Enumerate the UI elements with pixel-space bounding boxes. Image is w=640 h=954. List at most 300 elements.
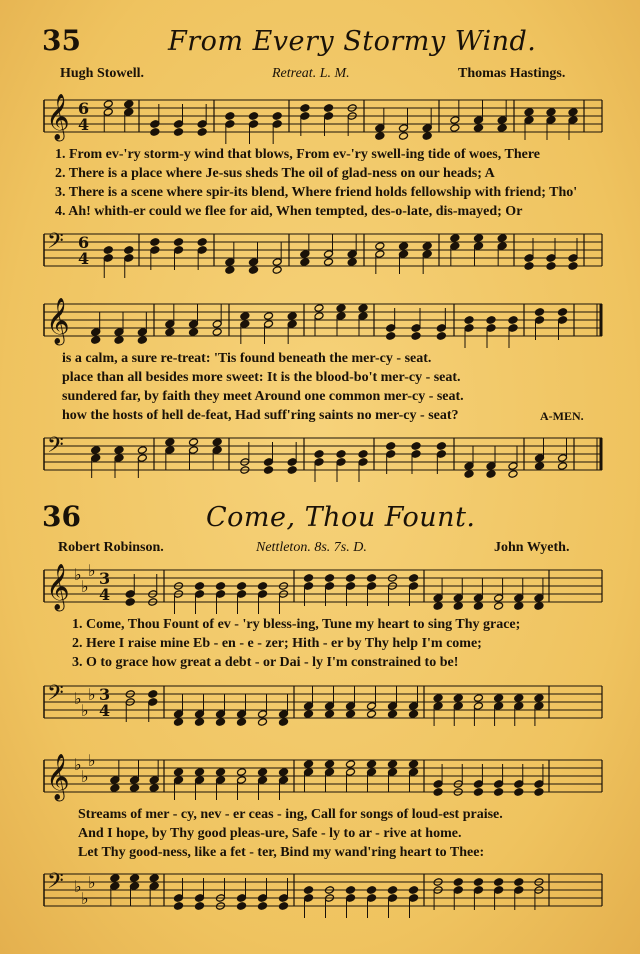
note-head (272, 120, 282, 129)
note-head (150, 246, 160, 255)
note-head (453, 878, 463, 887)
note-head (237, 894, 247, 903)
note-head (494, 878, 504, 887)
hymn-author: Hugh Stowell. (60, 66, 145, 81)
note-head (358, 450, 368, 459)
note-head (497, 116, 507, 125)
note-head (149, 874, 159, 883)
note-head (237, 776, 247, 785)
flat-icon: ♭ (88, 561, 96, 580)
note-head (347, 258, 357, 267)
note-head (264, 466, 274, 475)
note-head (367, 768, 377, 777)
note-head (240, 312, 250, 321)
note-head (422, 124, 432, 133)
note-head (474, 124, 484, 133)
note-head (494, 886, 504, 895)
note-head (110, 882, 120, 891)
note-head (91, 336, 101, 345)
note-head (524, 116, 534, 125)
note-head (486, 462, 496, 471)
note-head (367, 702, 377, 711)
note-head (125, 590, 135, 599)
note-head (264, 458, 274, 467)
note-head (497, 234, 507, 243)
note-head (346, 886, 356, 895)
note-head (409, 760, 419, 769)
note-head (409, 582, 419, 591)
note-head (409, 574, 419, 583)
note-head (411, 442, 421, 451)
note-head (346, 574, 356, 583)
flat-icon: ♭ (74, 877, 82, 896)
note-head (508, 316, 518, 325)
time-signature-bottom: 4 (99, 585, 111, 604)
note-head (324, 250, 334, 259)
treble-clef-icon: 𝄞 (46, 564, 70, 610)
flat-icon: ♭ (81, 577, 89, 596)
note-head (216, 582, 226, 591)
lyric-line: 2. There is a place where Je-sus sheds The oil of glad-ness on our heads; A (55, 166, 495, 181)
note-head (258, 582, 268, 591)
note-head (494, 788, 504, 797)
time-signature-bottom: 4 (78, 115, 90, 134)
note-head (453, 602, 463, 611)
note-head (399, 242, 409, 251)
note-head (125, 598, 135, 607)
note-head (174, 902, 184, 911)
hymn-number: 36 (42, 500, 81, 533)
note-head (300, 250, 310, 259)
note-head (225, 266, 235, 275)
note-head (197, 120, 207, 129)
note-head (433, 602, 443, 611)
note-head (148, 690, 158, 699)
note-head (314, 312, 324, 321)
note-head (494, 702, 504, 711)
note-head (474, 242, 484, 251)
note-head (304, 768, 314, 777)
note-head (433, 702, 443, 711)
note-head (546, 108, 556, 117)
note-head (494, 780, 504, 789)
note-head (422, 132, 432, 141)
note-head (464, 316, 474, 325)
note-head (411, 332, 421, 341)
note-head (508, 324, 518, 333)
note-head (524, 262, 534, 271)
note-head (264, 320, 274, 329)
note-head (450, 234, 460, 243)
note-head (124, 108, 134, 117)
note-head (287, 312, 297, 321)
note-head (114, 336, 124, 345)
flat-icon: ♭ (88, 751, 96, 770)
note-head (497, 242, 507, 251)
note-head (367, 760, 377, 769)
note-head (325, 768, 335, 777)
hymn-number: 35 (42, 24, 81, 57)
bass-clef-icon: 𝄢 (47, 681, 64, 711)
note-head (399, 124, 409, 133)
note-head (237, 902, 247, 911)
note-head (195, 776, 205, 785)
note-head (124, 246, 134, 255)
note-head (473, 602, 483, 611)
note-head (212, 438, 222, 447)
note-head (103, 246, 113, 255)
note-head (514, 780, 524, 789)
note-head (546, 262, 556, 271)
bass-staff (44, 433, 602, 476)
note-head (473, 788, 483, 797)
note-head (346, 710, 356, 719)
note-head (535, 308, 545, 317)
note-head (436, 442, 446, 451)
note-head (174, 776, 184, 785)
note-head (195, 894, 205, 903)
note-head (287, 458, 297, 467)
flat-icon: ♭ (74, 689, 82, 708)
note-head (473, 878, 483, 887)
note-head (474, 234, 484, 243)
flat-icon: ♭ (74, 755, 82, 774)
treble-clef-icon: 𝄞 (46, 94, 70, 140)
note-head (137, 328, 147, 337)
time-signature-bottom: 4 (78, 249, 90, 268)
note-head (304, 886, 314, 895)
note-head (300, 104, 310, 113)
lyric-line: Let Thy good-ness, like a fet - ter, Bind my wand'ring heart to Thee: (78, 845, 485, 860)
note-head (464, 324, 474, 333)
treble-staff (44, 94, 602, 140)
note-head (300, 112, 310, 121)
note-head (124, 254, 134, 263)
note-head (174, 246, 184, 255)
note-head (534, 602, 544, 611)
note-head (367, 886, 377, 895)
note-head (304, 710, 314, 719)
note-head (367, 582, 377, 591)
note-head (346, 894, 356, 903)
note-head (558, 462, 568, 471)
bass-staff (44, 869, 602, 912)
note-head (453, 594, 463, 603)
note-head (216, 710, 226, 719)
note-head (264, 312, 274, 321)
note-head (386, 324, 396, 333)
hymn-title: Come, Thou Fount. (206, 502, 476, 533)
note-head (189, 446, 199, 455)
time-signature-top: 3 (99, 569, 111, 588)
note-head (409, 886, 419, 895)
note-head (433, 694, 443, 703)
note-head (130, 882, 140, 891)
note-head (150, 128, 160, 137)
note-head (258, 902, 268, 911)
lyric-line: 2. Here I raise mine Eb - en - e - zer; Hith - er by Thy help I'm come; (72, 636, 482, 651)
note-head (279, 902, 289, 911)
note-head (399, 250, 409, 259)
lyric-line: place than all besides more sweet: It is the blood-bo't mer-cy - seat. (62, 370, 461, 385)
note-head (148, 698, 158, 707)
note-head (464, 470, 474, 479)
note-head (375, 250, 385, 259)
note-head (197, 128, 207, 137)
flat-icon: ♭ (88, 873, 96, 892)
lyric-line: Streams of mer - cy, nev - er ceas - ing, Call for songs of loud-est praise. (78, 807, 503, 822)
note-head (514, 788, 524, 797)
hymn-author: Robert Robinson. (58, 540, 164, 555)
note-head (409, 710, 419, 719)
note-head (237, 768, 247, 777)
note-head (325, 582, 335, 591)
note-head (534, 780, 544, 789)
note-head (216, 718, 226, 727)
hymn-title: From Every Stormy Wind. (168, 26, 537, 57)
note-head (433, 594, 443, 603)
note-head (358, 312, 368, 321)
note-head (534, 694, 544, 703)
note-head (114, 446, 124, 455)
note-head (436, 324, 446, 333)
note-head (388, 710, 398, 719)
note-head (249, 258, 259, 267)
note-head (174, 768, 184, 777)
note-head (216, 776, 226, 785)
note-head (304, 574, 314, 583)
note-head (388, 702, 398, 711)
note-head (524, 108, 534, 117)
note-head (367, 894, 377, 903)
note-head (453, 886, 463, 895)
bass-clef-icon: 𝄢 (47, 229, 64, 259)
note-head (473, 780, 483, 789)
amen-label: A-MEN. (540, 409, 584, 423)
note-head (91, 446, 101, 455)
note-head (494, 594, 504, 603)
note-head (137, 454, 147, 463)
note-head (386, 442, 396, 451)
note-head (165, 328, 175, 337)
note-head (388, 894, 398, 903)
note-head (436, 450, 446, 459)
note-head (433, 780, 443, 789)
note-head (103, 100, 113, 109)
note-head (546, 116, 556, 125)
note-head (174, 238, 184, 247)
note-head (114, 454, 124, 463)
note-head (249, 120, 259, 129)
note-head (258, 590, 268, 599)
bass-clef-icon: 𝄢 (47, 433, 64, 463)
note-head (91, 454, 101, 463)
note-head (453, 694, 463, 703)
note-head (473, 702, 483, 711)
note-head (325, 574, 335, 583)
note-head (409, 702, 419, 711)
treble-staff (44, 561, 602, 610)
note-head (304, 582, 314, 591)
note-head (174, 710, 184, 719)
note-head (314, 450, 324, 459)
note-head (149, 882, 159, 891)
note-head (165, 320, 175, 329)
note-head (189, 438, 199, 447)
note-head (324, 104, 334, 113)
note-head (514, 886, 524, 895)
note-head (409, 768, 419, 777)
note-head (346, 768, 356, 777)
note-head (450, 242, 460, 251)
note-head (473, 694, 483, 703)
note-head (346, 760, 356, 769)
note-head (558, 316, 568, 325)
note-head (272, 266, 282, 275)
note-head (304, 894, 314, 903)
note-head (450, 116, 460, 125)
note-head (174, 894, 184, 903)
bass-clef-icon: 𝄢 (47, 869, 64, 899)
lyric-line: how the hosts of hell de-feat, Had suff'ring saints no mer-cy - seat? (62, 408, 459, 423)
note-head (535, 454, 545, 463)
note-head (388, 760, 398, 769)
note-head (174, 120, 184, 129)
note-head (272, 258, 282, 267)
note-head (568, 116, 578, 125)
note-head (535, 316, 545, 325)
lyric-line: sundered far, by faith they meet Around one common mer-cy - seat. (62, 389, 464, 404)
note-head (165, 438, 175, 447)
note-head (558, 308, 568, 317)
note-head (473, 886, 483, 895)
note-head (358, 458, 368, 467)
bass-staff (44, 229, 602, 272)
note-head (195, 590, 205, 599)
note-head (314, 304, 324, 313)
note-head (324, 258, 334, 267)
note-head (367, 710, 377, 719)
note-head (474, 116, 484, 125)
note-head (110, 874, 120, 883)
note-head (325, 760, 335, 769)
note-head (225, 258, 235, 267)
note-head (508, 470, 518, 479)
hymn-composer: John Wyeth. (494, 540, 570, 555)
note-head (568, 254, 578, 263)
note-head (249, 266, 259, 275)
note-head (110, 784, 120, 793)
note-head (524, 254, 534, 263)
note-head (411, 450, 421, 459)
note-head (486, 324, 496, 333)
time-signature-top: 6 (78, 233, 90, 252)
note-head (558, 454, 568, 463)
bass-staff (44, 681, 602, 724)
note-head (287, 320, 297, 329)
note-head (568, 108, 578, 117)
note-head (494, 602, 504, 611)
note-head (287, 466, 297, 475)
lyric-line: 3. There is a scene where spir-its blend, Where friend holds fellowship with friend; Tho' (55, 185, 578, 200)
treble-staff (44, 298, 602, 344)
note-head (514, 594, 524, 603)
note-head (568, 262, 578, 271)
note-head (497, 124, 507, 133)
note-head (197, 246, 207, 255)
note-head (195, 902, 205, 911)
time-signature-top: 6 (78, 99, 90, 118)
note-head (137, 336, 147, 345)
flat-icon: ♭ (81, 767, 89, 786)
note-head (110, 776, 120, 785)
note-head (388, 768, 398, 777)
note-head (216, 590, 226, 599)
treble-clef-icon: 𝄞 (46, 298, 70, 344)
note-head (197, 238, 207, 247)
note-head (514, 878, 524, 887)
note-head (375, 132, 385, 141)
note-head (130, 776, 140, 785)
note-head (130, 784, 140, 793)
note-head (237, 582, 247, 591)
time-signature-top: 3 (99, 685, 111, 704)
note-head (189, 320, 199, 329)
note-head (279, 718, 289, 727)
hymn-tune: Nettleton. 8s. 7s. D. (256, 540, 367, 555)
note-head (367, 574, 377, 583)
note-head (514, 702, 524, 711)
note-head (409, 894, 419, 903)
note-head (535, 462, 545, 471)
note-head (237, 718, 247, 727)
note-head (336, 458, 346, 467)
lyric-line: 1. Come, Thou Fount of ev - 'ry bless-ing, Tune my heart to sing Thy grace; (72, 617, 521, 632)
note-head (279, 894, 289, 903)
note-head (486, 470, 496, 479)
note-head (534, 788, 544, 797)
note-head (346, 582, 356, 591)
note-head (114, 328, 124, 337)
treble-clef-icon: 𝄞 (46, 754, 70, 800)
note-head (534, 594, 544, 603)
note-head (336, 450, 346, 459)
note-head (346, 702, 356, 711)
note-head (258, 710, 268, 719)
note-head (325, 702, 335, 711)
note-head (304, 702, 314, 711)
note-head (195, 768, 205, 777)
note-head (258, 776, 268, 785)
time-signature-bottom: 4 (99, 701, 111, 720)
flat-icon: ♭ (81, 701, 89, 720)
note-head (546, 254, 556, 263)
note-head (324, 112, 334, 121)
note-head (514, 694, 524, 703)
note-head (514, 602, 524, 611)
note-head (237, 590, 247, 599)
note-head (422, 242, 432, 251)
note-head (258, 894, 268, 903)
note-head (237, 710, 247, 719)
note-head (314, 458, 324, 467)
lyric-line: 4. Ah! whith-er could we flee for aid, When tempted, des-o-late, dis-mayed; Or (55, 204, 523, 219)
note-head (279, 768, 289, 777)
note-head (174, 718, 184, 727)
note-head (336, 304, 346, 313)
note-head (195, 710, 205, 719)
flat-icon: ♭ (81, 889, 89, 908)
